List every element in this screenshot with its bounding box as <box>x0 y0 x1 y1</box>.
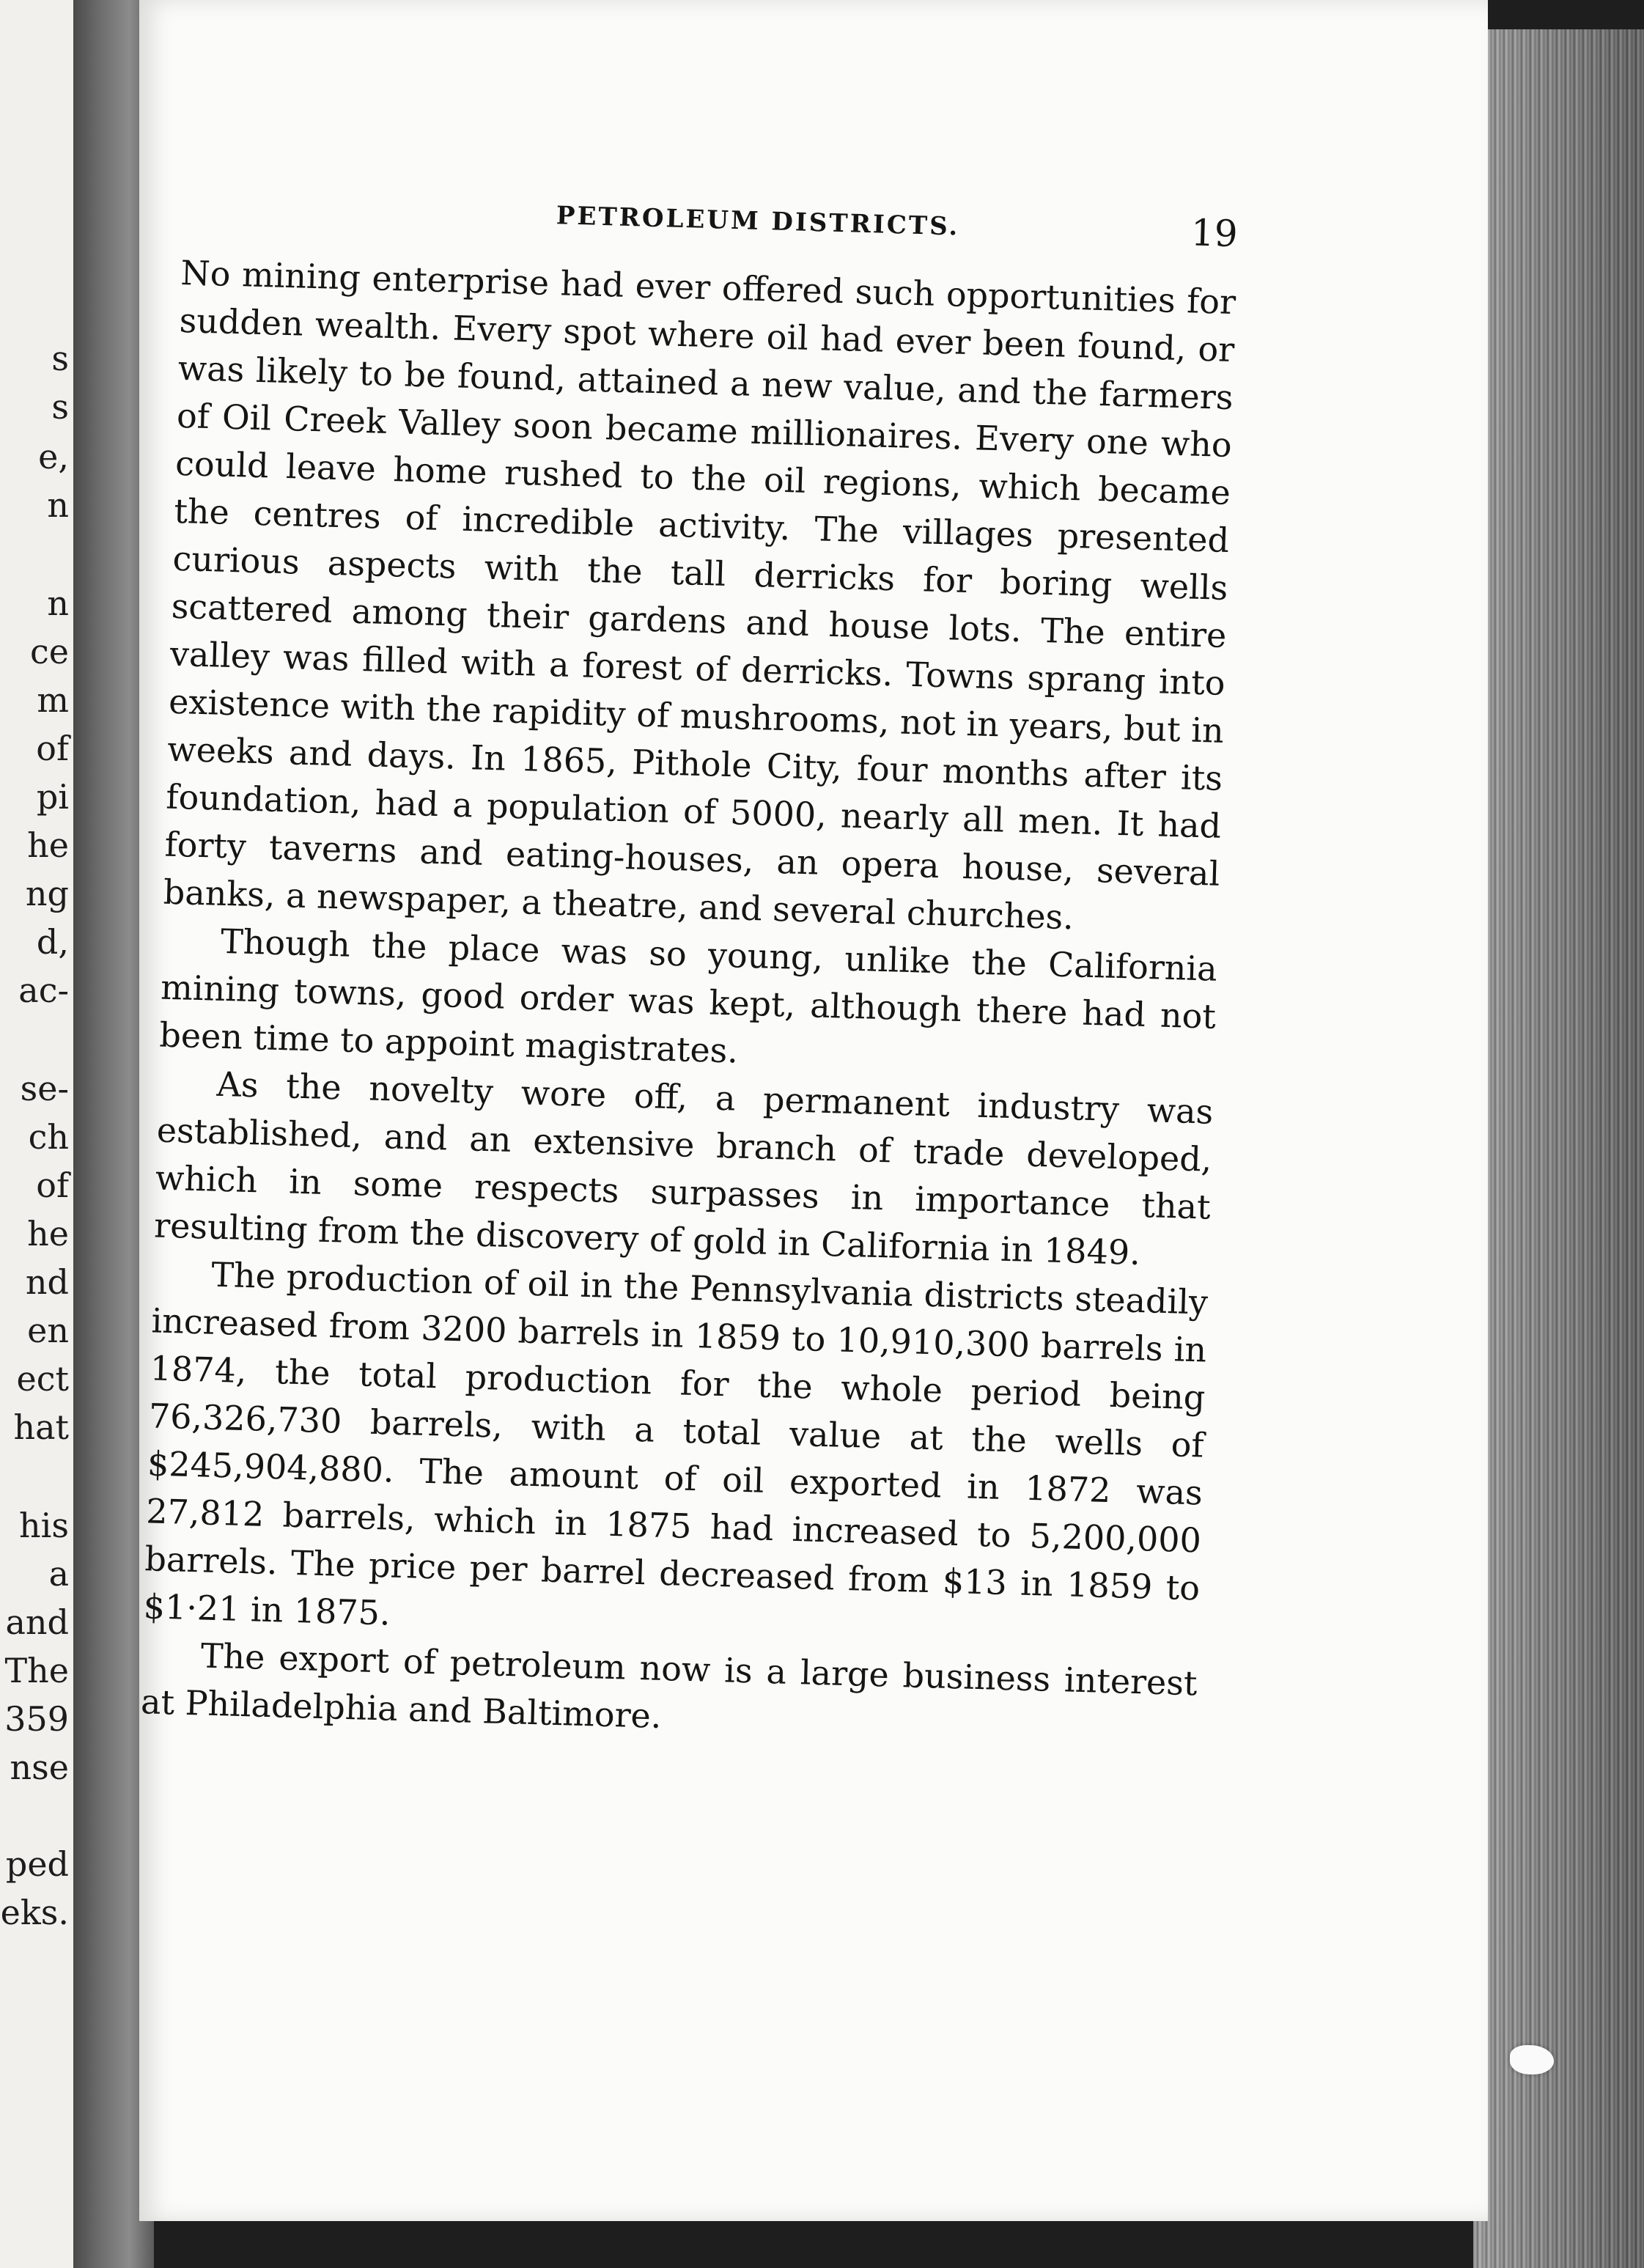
facing-page-fragment: The <box>4 1651 69 1690</box>
facing-page-fragment: pi <box>36 777 69 817</box>
facing-page-fragment: n <box>47 583 69 623</box>
book-page <box>139 0 1488 2221</box>
body-paragraph: The production of oil in the Pennsylvania districts steadily increased from 3200 barrels in 1859 to 10,910,300 barrels in 1874, the total production for the whole period being 76,326,730 barrels, with a total value at the wells of $245,904,880. The amount of oil exported in 1872 was 27,812 barrels, which in 1875 had increased to 5,200,000 barrels. The price per barrel decreased from $13 in 1859 to $1·21 in 1875. <box>143 1254 1209 1633</box>
facing-page-fragment: d, <box>36 922 69 962</box>
facing-page-fragment: of <box>36 1166 69 1205</box>
facing-page-fragment: he <box>27 1214 69 1253</box>
facing-page-fragment: his <box>19 1506 69 1545</box>
facing-page-fragment: a <box>48 1554 69 1594</box>
facing-page-fragment: n <box>47 485 69 525</box>
facing-page-fragment: nd <box>25 1262 69 1302</box>
body-paragraph: As the novelty wore off, a permanent industry was established, and an extensive branch of trade developed, which in some respects surpasses in importance that resulting from the discovery of gold in California in 1849. <box>153 1064 1214 1273</box>
facing-page <box>0 0 73 2268</box>
facing-page-fragment: ch <box>28 1117 69 1157</box>
facing-page-fragment: nse <box>10 1748 69 1787</box>
body-paragraph: The export of petroleum now is a large business interest at Philadelphia and Baltimore. <box>140 1635 1198 1737</box>
facing-page-fragment: hat <box>13 1407 69 1447</box>
running-head: PETROLEUM DISTRICTS. <box>556 201 960 242</box>
facing-page-fragment: eks. <box>0 1893 69 1932</box>
facing-page-fragment: of <box>36 729 69 768</box>
facing-page-fragment: ped <box>5 1844 69 1884</box>
facing-page-fragment: s <box>51 387 69 427</box>
facing-page-fragment: se- <box>20 1069 69 1108</box>
body-paragraph: No mining enterprise had ever offered such opportunities for sudden wealth. Every spot where oil had ever been found, or was likely to be found, attained a new value, and the farmers of Oil Creek Valley soon became millionaires. Every one who could leave home rushed to the oil regions, which became the centres of incredible activity. The villages presented curious aspects with the tall derricks for boring wells scattered among their gardens and house lots. The entire valley was filled with a forest of derricks. Towns sprang into existence with the rapidity of mushrooms, not in years, but in weeks and days. In 1865, Pithole City, four months after its foundation, had a population of 5000, nearly all men. It had forty taverns and eating-houses, an opera house, several banks, a newspaper, a theatre, and several churches. <box>163 252 1236 938</box>
page-number: 19 <box>1190 211 1239 256</box>
facing-page-fragment: ng <box>25 874 69 913</box>
body-paragraph: Though the place was so young, unlike the California mining towns, good order was kept, although there had not been time to appoint magistrates. <box>158 921 1218 1071</box>
facing-page-fragment: he <box>27 825 69 865</box>
facing-page-fragment: en <box>27 1311 69 1350</box>
facing-page-fragment: and <box>5 1602 69 1642</box>
paper-blemish <box>1510 2045 1554 2074</box>
facing-page-fragment: s <box>51 339 69 378</box>
facing-page-fragment: m <box>37 680 69 720</box>
facing-page-fragment: ect <box>16 1359 69 1399</box>
facing-page-fragment: ce <box>30 632 69 671</box>
page-content <box>140 183 1238 1755</box>
facing-page-fragment: e, <box>38 437 69 476</box>
facing-page-fragment: ac- <box>18 971 69 1010</box>
facing-page-fragment: 359 <box>4 1699 69 1739</box>
page-edges <box>1473 29 1644 2268</box>
